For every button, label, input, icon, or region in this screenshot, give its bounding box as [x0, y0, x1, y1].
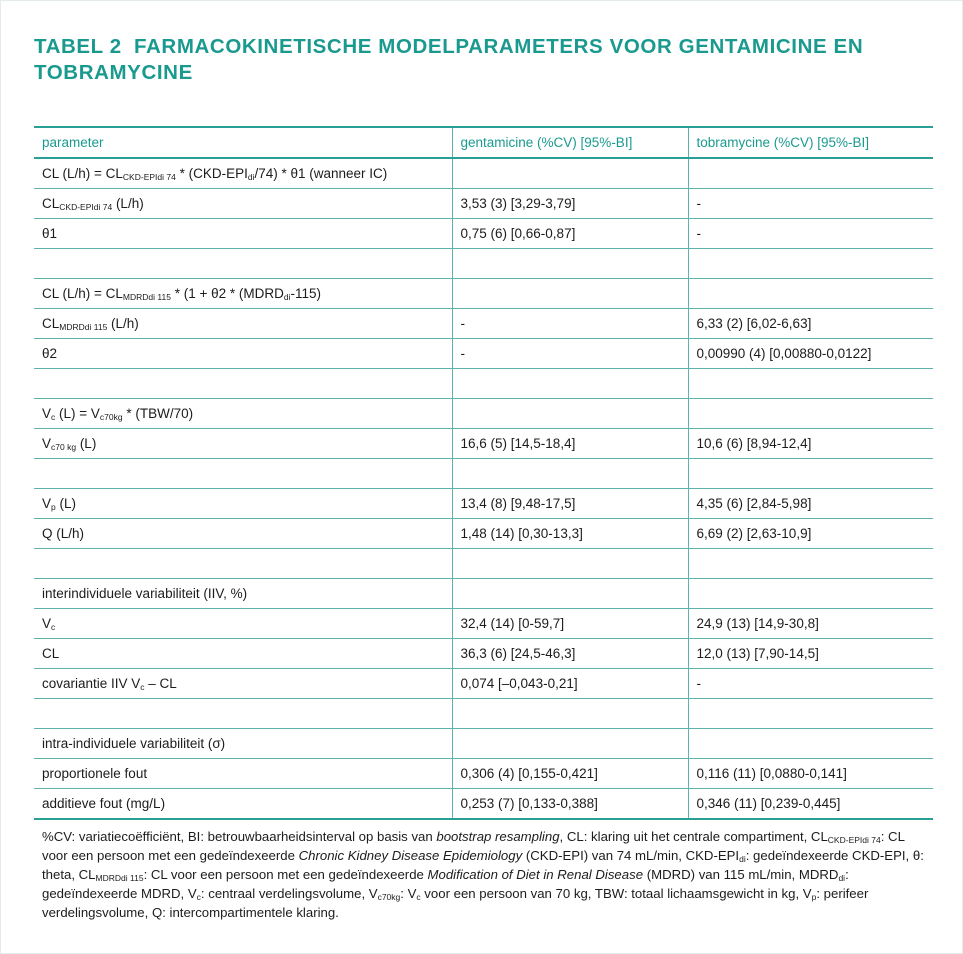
- parameter-cell: [34, 249, 452, 279]
- parameter-cell: θ1: [34, 219, 452, 249]
- table-row: [34, 309, 933, 339]
- tobramycine-value-cell: -: [688, 219, 933, 249]
- tobramycine-value-cell: -: [688, 189, 933, 219]
- table-row: [34, 158, 933, 189]
- parameter-cell: [34, 459, 452, 489]
- tobramycine-value-cell: [688, 249, 933, 279]
- parameter-cell: $V_c$ $(L) = V_{c70kg} * (TBW/70)$: [34, 399, 452, 429]
- parameter-cell: Q (L/h): [34, 519, 452, 549]
- table-row: [34, 459, 933, 489]
- tobramycine-value-cell: 0,00990 (4) [0,00880-0,0122]: [688, 339, 933, 369]
- tobramycine-value-cell: [688, 579, 933, 609]
- table-title-text: FARMACOKINETISCHE MODELPARAMETERS VOOR GENTAMICINE EN TOBRAMYCINE: [34, 35, 864, 84]
- gentamicine-value-cell: 36,3 (6) [24,5-46,3]: [452, 639, 688, 669]
- gentamicine-value-cell: 0,074 [–0,043-0,21]: [452, 669, 688, 699]
- column-header-parameter: parameter: [34, 127, 452, 158]
- parameter-cell: [34, 549, 452, 579]
- table-row: [34, 399, 933, 429]
- column-header-tobramycine: tobramycine (%CV) [95%-BI]: [688, 127, 933, 158]
- tobramycine-value-cell: [688, 549, 933, 579]
- parameter-cell: additieve fout (mg/L): [34, 789, 452, 820]
- table-footnote: %CV: variatiecoëfficiënt, BI: betrouwbaarheidsinterval op basis van bootstrap resampling, CL: klaring uit het centrale compartiment, $CL_{CKD-EPIdi 74}$: CL voor een persoon met een gedeïndexeerde Chronic Kidney Disease Epidemiology (CKD-EPI) van 74 mL/min, CKD-$EPI_{di}$: gedeïndexeerde CKD-EPI, θ: theta, $CL_{MDRDdi 115}$: CL voor een persoon met een gedeïndexeerde Modification of Diet in Renal Disease (MDRD) van 115 mL/min, $MDRD_{di}$: gedeïndexeerde MDRD, $V_c$: centraal verdelingsvolume, $V_{c70kg}$: $V_c$ voor een persoon van 70 kg, TBW: totaal lichaamsgewicht in kg, $V_p$: perifeer verdelingsvolume, Q: intercompartimentele klaring.: [42, 829, 924, 920]
- tobramycine-value-cell: 24,9 (13) [14,9-30,8]: [688, 609, 933, 639]
- table-row: [34, 789, 933, 820]
- parameter-cell: θ2: [34, 339, 452, 369]
- parameter-cell: $CL_{MDRDdi 115}$ (L/h): [34, 309, 452, 339]
- parameter-cell: CL $(L/h) = CL_{CKD-EPIdi 74} * (CKD-EPI_{di}/74) * \theta 1$ (wanneer IC): [34, 158, 452, 189]
- gentamicine-value-cell: [452, 279, 688, 309]
- tobramycine-value-cell: [688, 699, 933, 729]
- tobramycine-value-cell: 12,0 (13) [7,90-14,5]: [688, 639, 933, 669]
- table-row: [34, 189, 933, 219]
- gentamicine-value-cell: 0,306 (4) [0,155-0,421]: [452, 759, 688, 789]
- table-header-row: [34, 127, 933, 158]
- gentamicine-value-cell: [452, 729, 688, 759]
- table-row: [34, 249, 933, 279]
- tobramycine-value-cell: [688, 279, 933, 309]
- parameter-cell: $V_p$ (L): [34, 489, 452, 519]
- parameter-cell: $V_{c70 kg}$ (L): [34, 429, 452, 459]
- table-row: [34, 279, 933, 309]
- table-row: [34, 369, 933, 399]
- gentamicine-value-cell: [452, 699, 688, 729]
- gentamicine-value-cell: -: [452, 309, 688, 339]
- column-header-gentamicine: gentamicine (%CV) [95%-BI]: [452, 127, 688, 158]
- parameter-cell: [34, 699, 452, 729]
- gentamicine-value-cell: [452, 399, 688, 429]
- table-number: TABEL 2: [34, 35, 122, 58]
- tobramycine-value-cell: [688, 459, 933, 489]
- parameter-cell: [34, 369, 452, 399]
- tobramycine-value-cell: 0,346 (11) [0,239-0,445]: [688, 789, 933, 820]
- table-row: [34, 669, 933, 699]
- pharmacokinetic-parameter-table: [34, 126, 933, 820]
- parameter-cell: covariantie IIV $V_c$ – CL: [34, 669, 452, 699]
- gentamicine-value-cell: [452, 249, 688, 279]
- parameter-cell: CL $(L/h) = CL_{MDRDdi 115} * (1 + \theta 2$ * $(MDRD_{di}-115)$: [34, 279, 452, 309]
- gentamicine-value-cell: 3,53 (3) [3,29-3,79]: [452, 189, 688, 219]
- gentamicine-value-cell: -: [452, 339, 688, 369]
- gentamicine-value-cell: [452, 579, 688, 609]
- table-row: [34, 609, 933, 639]
- gentamicine-value-cell: 32,4 (14) [0-59,7]: [452, 609, 688, 639]
- gentamicine-value-cell: 13,4 (8) [9,48-17,5]: [452, 489, 688, 519]
- gentamicine-value-cell: [452, 369, 688, 399]
- tobramycine-value-cell: [688, 369, 933, 399]
- table-row: [34, 339, 933, 369]
- tobramycine-value-cell: [688, 158, 933, 189]
- table-row: [34, 519, 933, 549]
- table-row: [34, 429, 933, 459]
- tobramycine-value-cell: 0,116 (11) [0,0880-0,141]: [688, 759, 933, 789]
- table-row: [34, 549, 933, 579]
- parameter-cell: interindividuele variabiliteit (IIV, %): [34, 579, 452, 609]
- table-row: [34, 219, 933, 249]
- gentamicine-value-cell: 0,75 (6) [0,66-0,87]: [452, 219, 688, 249]
- tobramycine-value-cell: [688, 729, 933, 759]
- table-row: [34, 489, 933, 519]
- tobramycine-value-cell: [688, 399, 933, 429]
- table-row: [34, 699, 933, 729]
- parameter-cell: intra-individuele variabiliteit (σ): [34, 729, 452, 759]
- gentamicine-value-cell: [452, 549, 688, 579]
- tobramycine-value-cell: 6,69 (2) [2,63-10,9]: [688, 519, 933, 549]
- tobramycine-value-cell: -: [688, 669, 933, 699]
- parameter-cell: CL: [34, 639, 452, 669]
- gentamicine-value-cell: [452, 158, 688, 189]
- tobramycine-value-cell: 10,6 (6) [8,94-12,4]: [688, 429, 933, 459]
- tobramycine-value-cell: 4,35 (6) [2,84-5,98]: [688, 489, 933, 519]
- table-row: [34, 639, 933, 669]
- gentamicine-value-cell: 0,253 (7) [0,133-0,388]: [452, 789, 688, 820]
- table-row: [34, 729, 933, 759]
- gentamicine-value-cell: [452, 459, 688, 489]
- parameter-cell: proportionele fout: [34, 759, 452, 789]
- table-title: [34, 34, 934, 86]
- gentamicine-value-cell: 1,48 (14) [0,30-13,3]: [452, 519, 688, 549]
- parameter-cell: $CL_{CKD-EPIdi 74}$ (L/h): [34, 189, 452, 219]
- table-row: [34, 759, 933, 789]
- tobramycine-value-cell: 6,33 (2) [6,02-6,63]: [688, 309, 933, 339]
- parameter-cell: $V_c$: [34, 609, 452, 639]
- table-row: [34, 579, 933, 609]
- gentamicine-value-cell: 16,6 (5) [14,5-18,4]: [452, 429, 688, 459]
